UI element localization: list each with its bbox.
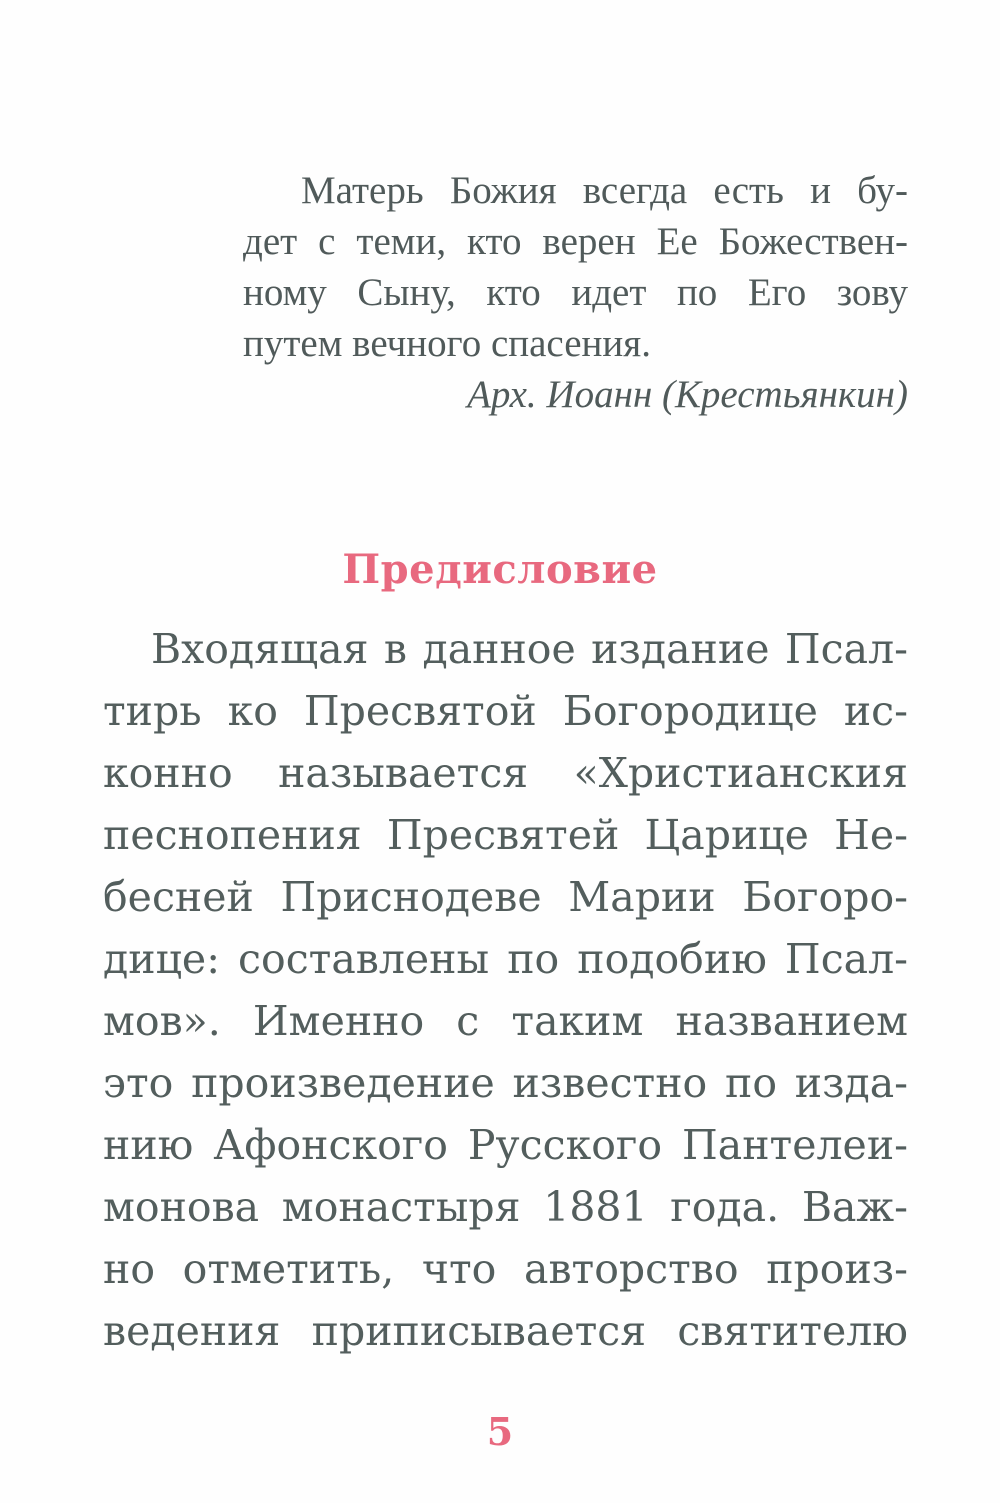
epigraph-line: дет с теми, кто верен Ее Божествен- — [243, 220, 908, 263]
epigraph — [243, 165, 908, 420]
body-line: тирь ко Пресвятой Богородице ис- — [103, 687, 908, 735]
epigraph-line: путем вечного спасения. — [243, 322, 651, 365]
page-number: 5 — [486, 1409, 514, 1454]
body-line: Входящая в данное издание Псал- — [151, 625, 908, 673]
epigraph-line: Матерь Божия всегда есть и бу- — [301, 169, 908, 212]
body-line: бесней Приснодеве Марии Богоро- — [103, 873, 908, 921]
body-line: ведения приписывается святителю — [103, 1307, 908, 1355]
body-line: это произведение известно по изда- — [103, 1059, 908, 1107]
body-line: монова монастыря 1881 года. Важ- — [103, 1183, 908, 1231]
body-paragraph — [103, 618, 908, 1362]
body-line: нию Афонского Русского Пантелеи- — [103, 1121, 908, 1169]
epigraph-line: ному Сыну, кто идет по Его зову — [243, 271, 908, 314]
body-line: конно называется «Христианския — [103, 749, 908, 797]
body-line: мов». Именно с таким названием — [103, 997, 908, 1045]
epigraph-author: Арх. Иоанн (Крестьянкин) — [467, 373, 908, 416]
body-line: но отметить, что авторство произ- — [103, 1245, 908, 1293]
body-line: дице: составлены по подобию Псал- — [103, 935, 908, 983]
section-heading: Предисловие — [342, 546, 658, 593]
body-line: песнопения Пресвятей Царице Не- — [103, 811, 908, 859]
